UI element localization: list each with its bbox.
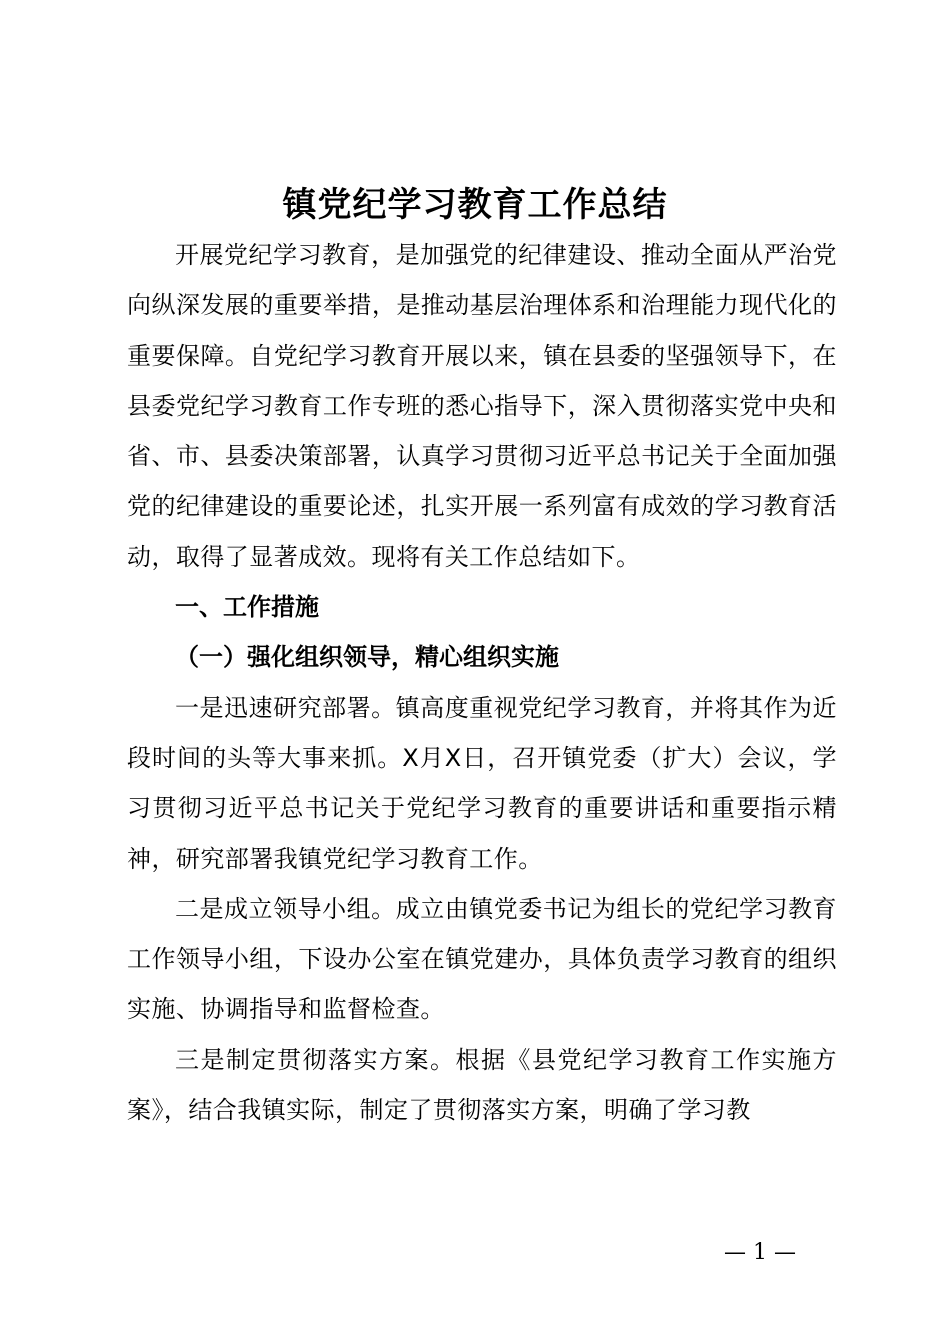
paragraph-leading-group: 二是成立领导小组。成立由镇党委书记为组长的党纪学习教育工作领导小组，下设办公室在镇党建办，具体负责学习教育的组织实施、协调指导和监督检查。 xyxy=(127,894,837,1024)
section-heading-work-measures: 一、工作措施 xyxy=(175,593,319,622)
paragraph-deployment: 一是迅速研究部署。镇高度重视党纪学习教育，并将其作为近段时间的头等大事来抓。X月X日，召开镇党委（扩大）会议，学习贯彻习近平总书记关于党纪学习教育的重要讲话和重要指示精神，研究部署我镇党纪学习教育工作。 xyxy=(127,693,837,873)
page-number: — 1 — xyxy=(724,1240,796,1265)
intro-paragraph: 开展党纪学习教育，是加强党的纪律建设、推动全面从严治党向纵深发展的重要举措，是推动基层治理体系和治理能力现代化的重要保障。自党纪学习教育开展以来，镇在县委的坚强领导下，在县委党纪学习教育工作专班的悉心指导下，深入贯彻落实党中央和省、市、县委决策部署，认真学习贯彻习近平总书记关于全面加强党的纪律建设的重要论述，扎实开展一系列富有成效的学习教育活动，取得了显著成效。现将有关工作总结如下。 xyxy=(127,241,837,571)
document-title: 镇党纪学习教育工作总结 xyxy=(282,185,668,225)
paragraph-implementation-plan: 三是制定贯彻落实方案。根据《县党纪学习教育工作实施方案》，结合我镇实际，制定了贯彻落实方案，明确了学习教 xyxy=(127,1045,837,1125)
subsection-heading-organization: （一）强化组织领导，精心组织实施 xyxy=(175,643,559,672)
document-body xyxy=(127,230,837,1135)
